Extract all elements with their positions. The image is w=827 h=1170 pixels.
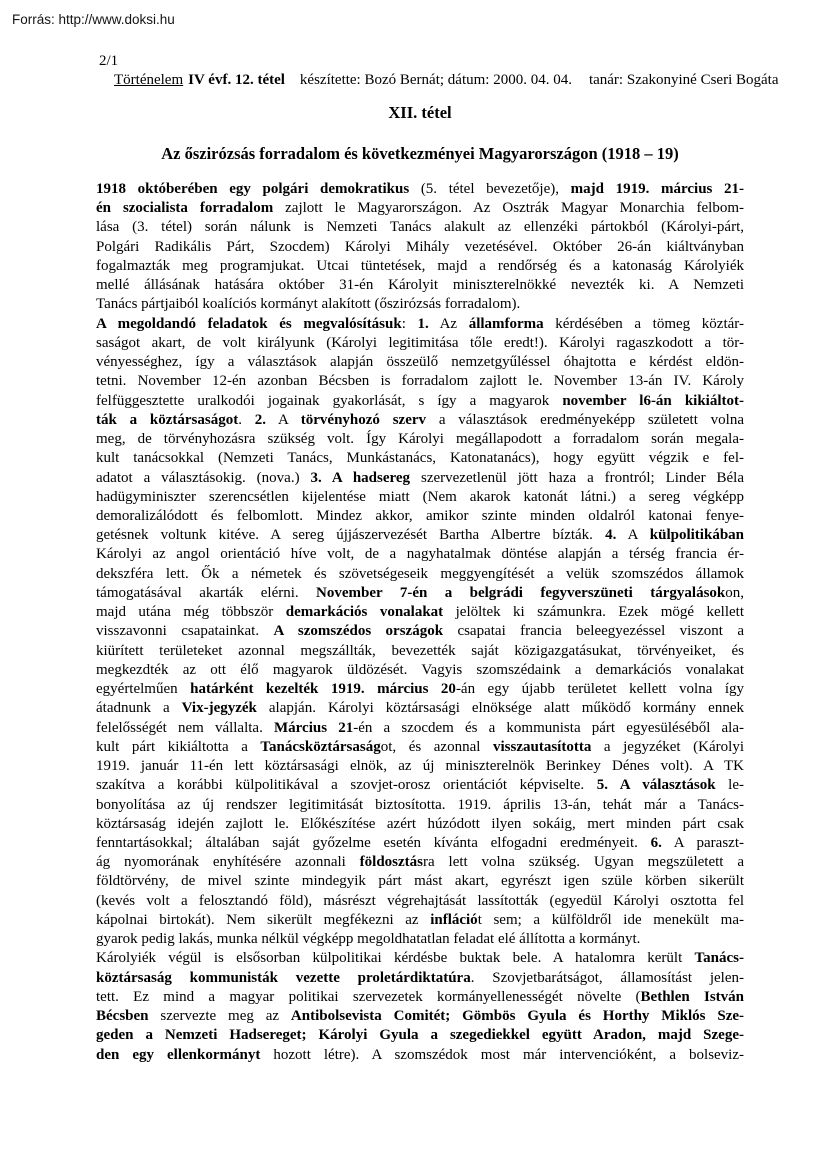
text-line: tett. Ez mind a magyar politikai szervezetek kormányellenességét növelte (Bethlen István bbox=[96, 988, 744, 1005]
text-line: kiürített területeket azonnal megszállták, bevezették saját közigazgatásukat, törvényeiket, és bbox=[96, 642, 744, 659]
text-line: kápolnai birtokát). Nem sikerült megfékezni az inflációt sem; a külföldről ide menekült ma- bbox=[96, 911, 744, 928]
header-subject: Történelem bbox=[114, 72, 184, 88]
text-line: felelősségét nem vállalta. Március 21-én a szocdem és a kommunista párt egyesüléséből ala- bbox=[96, 719, 745, 736]
text-line: szakítva a korábbi külpolitikával a szovjet-orosz orientációt képviselte. 5. A választások le- bbox=[96, 777, 745, 794]
text-line: lása (3. tétel) során nálunk is Nemzeti Tanács alakult az ellenzéki pártokból (Károlyi-párt, bbox=[96, 219, 744, 236]
text-line: (kevés volt a felosztandó föld), másrészt végrehajtását lassították (egyedül Károlyi osztotta fel bbox=[96, 892, 744, 909]
text-line: ág nyomorának enyhítésére azonnali földosztásra lett volna szükség. Ugyan megszületett a bbox=[96, 854, 744, 871]
header-course: IV évf. 12. tétel bbox=[188, 72, 285, 88]
text-line: felfüggesztette uralkodói jogainak gyakorlását, s így a magyarok november l6-án kikiáltot- bbox=[96, 392, 744, 409]
text-line: getésnek voltunk kitéve. A sereg újjászervezését Bartha Albertre bízták. 4. A külpolitikában bbox=[96, 527, 744, 544]
text-line: Bécsben szervezte meg az Antibolsevista Comitét; Gömbös Gyula és Horthy Miklós Sze- bbox=[96, 1008, 744, 1025]
text-line: mellé állásának hatására október 31-én Károlyit miniszterelnökké nevezték ki. A Nemzeti bbox=[96, 277, 744, 294]
source-note: Forrás: http://www.doksi.hu bbox=[12, 12, 175, 27]
header-teacher: tanár: Szakonyiné Cseri Bogáta bbox=[588, 72, 779, 88]
text-line: kult tanácsokkal (Nemzeti Tanács, Munkástanács, Katonatanács), hogy együtt végzik e fel- bbox=[96, 450, 744, 467]
text-line: köztársaság idején zajlott le. Előkészítése azért húzódott ilyen sokáig, mert minden párt csak bbox=[96, 815, 744, 832]
text-line: földtörvény, de mivel szinte mindegyik párt mást akart, egyrészt igen szüle körben sikerült bbox=[96, 873, 744, 890]
text-line: egyértelműen határként kezelték 1919. március 20-án egy újabb területet kellett volna így bbox=[96, 681, 744, 698]
text-line: den egy ellenkormányt hozott létre). A szomszédok most már intervencióként, a bolseviz- bbox=[96, 1046, 745, 1063]
text-line: 1919. január 11-én lett köztársasági elnök, az új miniszterelnök Berinkey Dénes volt). A TK bbox=[96, 758, 744, 775]
text-line: köztársaság kommunisták vezette proletárdiktatúra. Szovjetbarátságot, államosítást jelen- bbox=[96, 969, 745, 986]
text-line: fenntartásokkal; általában saját győzelme esetén kívánta elfogadni eredményeit. 6. A paraszt- bbox=[96, 834, 744, 851]
text-line: Károlyi az angol orientáció híve volt, de a nagyhatalmak döntése alapján a térség francia ér- bbox=[96, 546, 744, 563]
text-line: saságot akart, de volt királyunk (Károlyi legitimitása tőle eredt!). Károlyi ragaszkodott a tör- bbox=[96, 334, 744, 351]
text-line: 1918 októberében egy polgári demokratikus (5. tétel bevezetője), majd 1919. március 21- bbox=[96, 181, 744, 197]
text-line: átadnunk a Vix-jegyzék alapján. Károlyi köztársasági elnöksége alatt működő kormány ennek bbox=[96, 700, 744, 717]
document-title: Az őszirózsás forradalom és következményei Magyarországon (1918 – 19) bbox=[161, 144, 679, 163]
page-number: 2/1 bbox=[99, 53, 119, 69]
text-line: fogalmazták meg programjukat. Utcai tüntetések, majd a rendőrség és a katonaság Károlyiék bbox=[96, 257, 744, 274]
text-line: demoralizálódott és felbomlott. Mindez akkor, amikor szinte minden oldalról katonai fenye- bbox=[96, 507, 744, 524]
text-line: dekszféra lett. Ők a németek és szövetségeseik meggyengítését a velük szomszédos államok bbox=[96, 565, 744, 582]
text-line: vényességhez, így a választások alapján összeülő nemzetgyűléssel óhajtotta e kérdést eldön- bbox=[96, 354, 744, 371]
text-line: hadügyminiszter szerencsétlen kijelentése miatt (Nem akarok katonát látni.) a sereg végképp bbox=[96, 488, 744, 505]
text-line: majd utána még többször demarkációs vonalakat jelöltek ki számunkra. Ezek mögé kellett bbox=[96, 604, 744, 621]
text-line: Polgári Radikális Párt, Szocdem) Károlyi Mihály vezetésével. Október 26-án kiáltványban bbox=[96, 238, 744, 255]
text-line: megkezdték az ott élő magyarok üldözését. Vagyis szomszédaink a demarkációs vonalakat bbox=[96, 661, 744, 678]
text-line: kult párt kikiáltotta a Tanácsköztársaságot, és azonnal visszautasította a jegyzéket (Károlyi bbox=[96, 738, 744, 755]
section-heading: XII. tétel bbox=[388, 103, 452, 122]
text-line: Tanács pártjaiból koalíciós kormányt alakított (őszirózsás forradalom). bbox=[96, 296, 521, 313]
header-details: készítette: Bozó Bernát; dátum: 2000. 04. 04. bbox=[299, 72, 572, 88]
text-line: visszavonni csapatainkat. A szomszédos országok csapatai francia beleegyezéssel viszont a bbox=[96, 623, 744, 640]
text-line: ták a köztársaságot. 2. A törvényhozó szerv a választások eredményeképp született volna bbox=[96, 411, 744, 428]
header-line bbox=[114, 72, 778, 89]
body-text bbox=[96, 180, 744, 1065]
text-line: Károlyiék végül is elsősorban külpolitikai kérdésbe buktak bele. A hatalomra került Tanács- bbox=[96, 950, 744, 967]
text-line: meg, de törvényhozásra szükség volt. Így Károlyi megállapodott a forradalom során megala- bbox=[96, 431, 744, 448]
text-line: adatot a választásokig. (nova.) 3. A hadsereg szervezetlenül jött haza a frontról; Linder Béla bbox=[96, 469, 745, 486]
text-line: tetni. November 12-én azonban Bécsben is forradalom zajlott le. November 13-án IV. Károly bbox=[96, 373, 744, 390]
text-line: bonyolítása az új rendszer legitimitását biztosította. 1919. április 13-án, tehát már a Tanács- bbox=[96, 796, 744, 813]
text-line: támogatásával akarták elérni. November 7-én a belgrádi fegyverszüneti tárgyalásokon, bbox=[96, 584, 744, 601]
text-line: gyarok pedig lakás, munka nélkül végképp megoldhatatlan feladat elé állította a kormányt. bbox=[96, 931, 641, 948]
text-line: geden a Nemzeti Hadsereget; Károlyi Gyula a szegediekkel együtt Aradon, majd Szege- bbox=[96, 1027, 744, 1044]
text-line: A megoldandó feladatok és megvalósításuk: 1. Az államforma kérdésében a tömeg köztár- bbox=[96, 315, 744, 332]
text-line: én szocialista forradalom zajlott le Magyarországon. Az Osztrák Magyar Monarchia felbom- bbox=[96, 200, 744, 217]
